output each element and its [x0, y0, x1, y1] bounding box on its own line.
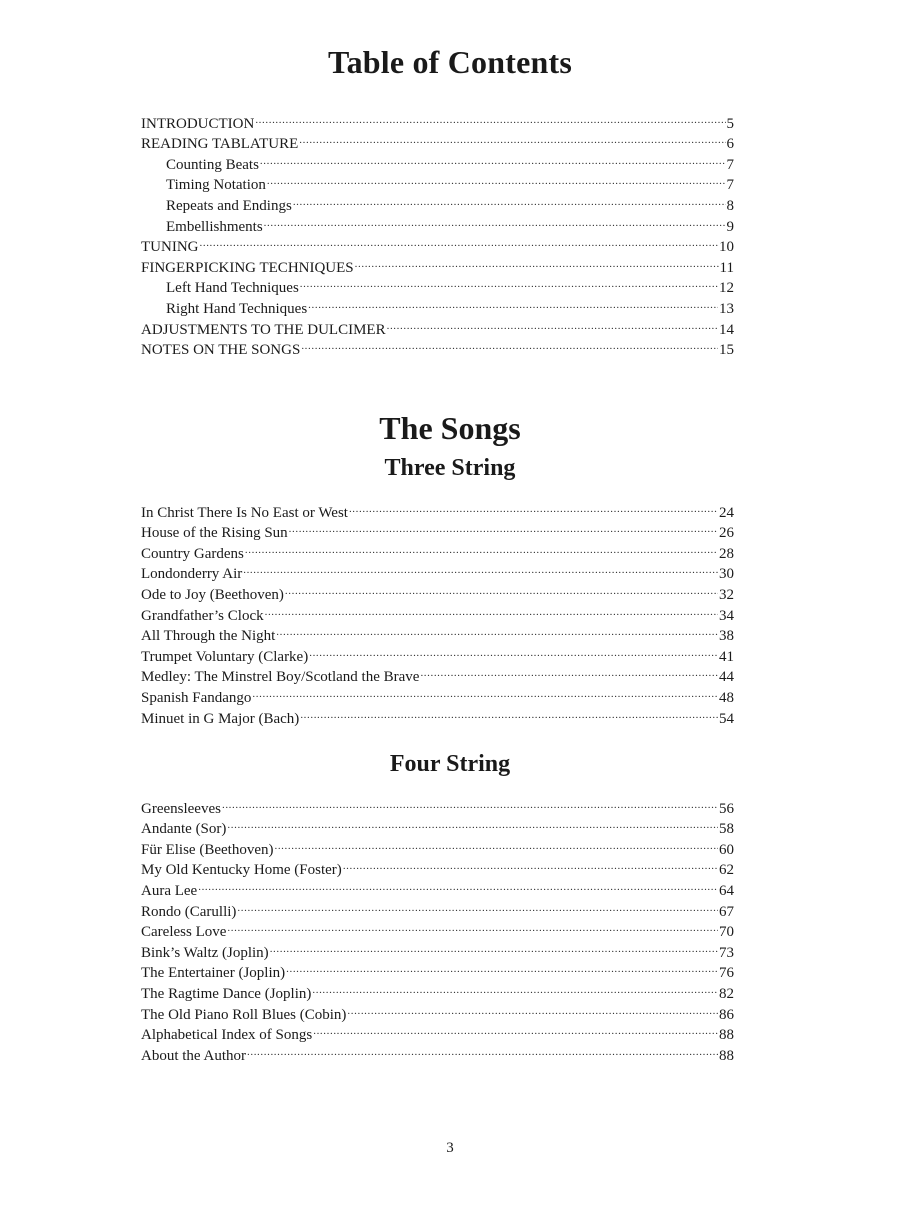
- entry-page-number: 82: [719, 985, 734, 1002]
- dot-leader: [299, 128, 725, 149]
- songs-title: The Songs: [379, 410, 521, 446]
- song-title: Londonderry Air: [141, 566, 243, 583]
- entry-page-number: 64: [719, 882, 734, 899]
- entry-page-number: 58: [719, 821, 734, 838]
- entry-page-number: 12: [719, 280, 734, 297]
- song-title: All Through the Night: [141, 628, 276, 645]
- song-entry[interactable]: [141, 792, 734, 817]
- entry-page-number: 11: [719, 259, 734, 276]
- song-title: In Christ There Is No East or West: [141, 504, 348, 521]
- entry-page-number: 5: [726, 115, 734, 132]
- dot-leader: [286, 957, 718, 978]
- song-entry[interactable]: [141, 496, 734, 521]
- song-entry[interactable]: [141, 813, 734, 838]
- entry-page-number: 32: [719, 586, 734, 603]
- entry-label: READING TABLATURE: [141, 136, 299, 153]
- song-title: The Entertainer (Joplin): [141, 965, 286, 982]
- three-string-list: [141, 496, 734, 727]
- dot-leader: [255, 107, 725, 128]
- dot-leader: [300, 272, 718, 293]
- dot-leader: [293, 189, 726, 210]
- dot-leader: [355, 251, 719, 272]
- four-string-list: [141, 792, 734, 1064]
- entry-label: Counting Beats: [166, 156, 259, 173]
- song-title: Careless Love: [141, 924, 227, 941]
- entry-page-number: 34: [719, 607, 734, 624]
- entry-page-number: 10: [719, 239, 734, 256]
- entry-label: ADJUSTMENTS TO THE DULCIMER: [141, 321, 386, 338]
- entry-page-number: 48: [719, 689, 734, 706]
- dot-leader: [265, 599, 718, 620]
- footer-page-number: 3: [446, 1140, 454, 1156]
- song-title: The Ragtime Dance (Joplin): [141, 985, 312, 1002]
- entry-page-number: 13: [719, 300, 734, 317]
- song-entry[interactable]: [141, 895, 734, 920]
- dot-leader: [252, 681, 718, 702]
- entry-page-number: 54: [719, 710, 734, 727]
- entry-page-number: 7: [726, 177, 734, 194]
- entry-page-number: 7: [726, 156, 734, 173]
- dot-leader: [387, 313, 718, 334]
- dot-leader: [227, 916, 718, 937]
- toc-entry[interactable]: [141, 231, 734, 256]
- dot-leader: [313, 1019, 718, 1040]
- entry-page-number: 9: [726, 218, 734, 235]
- contents-list: [141, 107, 734, 359]
- entry-label: NOTES ON THE SONGS: [141, 342, 301, 359]
- dot-leader: [274, 833, 718, 854]
- entry-page-number: 62: [719, 862, 734, 879]
- song-title: Grandfather’s Clock: [141, 607, 264, 624]
- toc-entry[interactable]: [141, 251, 734, 276]
- song-title: Spanish Fandango: [141, 689, 252, 706]
- dot-leader: [308, 292, 718, 313]
- entry-page-number: 15: [719, 342, 734, 359]
- entry-page-number: 28: [719, 545, 734, 562]
- entry-page-number: 86: [719, 1006, 734, 1023]
- entry-label: Right Hand Techniques: [166, 300, 308, 317]
- entry-page-number: 56: [719, 800, 734, 817]
- entry-page-number: 73: [719, 944, 734, 961]
- entry-page-number: 67: [719, 903, 734, 920]
- dot-leader: [245, 537, 718, 558]
- dot-leader: [264, 210, 726, 231]
- song-title: About the Author: [141, 1047, 246, 1064]
- dot-leader: [420, 661, 718, 682]
- dot-leader: [289, 517, 718, 538]
- dot-leader: [270, 936, 718, 957]
- dot-leader: [343, 854, 718, 875]
- dot-leader: [198, 874, 718, 895]
- song-entry[interactable]: [141, 936, 734, 961]
- entry-label: Repeats and Endings: [166, 197, 292, 214]
- entry-page-number: 41: [719, 648, 734, 665]
- dot-leader: [227, 813, 718, 834]
- song-title: Medley: The Minstrel Boy/Scotland the Brave: [141, 669, 420, 686]
- song-title: The Old Piano Roll Blues (Cobin): [141, 1006, 347, 1023]
- entry-page-number: 24: [719, 504, 734, 521]
- song-entry[interactable]: [141, 874, 734, 899]
- entry-page-number: 76: [719, 965, 734, 982]
- entry-label: Timing Notation: [166, 177, 266, 194]
- song-title: Alphabetical Index of Songs: [141, 1027, 313, 1044]
- entry-page-number: 30: [719, 566, 734, 583]
- entry-page-number: 8: [726, 197, 734, 214]
- song-title: House of the Rising Sun: [141, 525, 288, 542]
- song-entry[interactable]: [141, 833, 734, 858]
- entry-label: Left Hand Techniques: [166, 280, 299, 297]
- dot-leader: [200, 231, 719, 252]
- dot-leader: [309, 640, 718, 661]
- dot-leader: [276, 620, 718, 641]
- song-title: Minuet in G Major (Bach): [141, 710, 300, 727]
- entry-page-number: 70: [719, 924, 734, 941]
- entry-page-number: 14: [719, 321, 734, 338]
- toc-entry[interactable]: [141, 107, 734, 132]
- dot-leader: [247, 1039, 718, 1060]
- entry-label: Embellishments: [166, 218, 263, 235]
- four-string-heading: Four String: [389, 751, 511, 777]
- entry-page-number: 38: [719, 628, 734, 645]
- song-title: Greensleeves: [141, 800, 221, 817]
- song-title: Trumpet Voluntary (Clarke): [141, 648, 309, 665]
- three-string-heading: Three String: [384, 455, 516, 481]
- song-entry[interactable]: [141, 916, 734, 941]
- entry-label: TUNING: [141, 239, 199, 256]
- song-title: My Old Kentucky Home (Foster): [141, 862, 342, 879]
- dot-leader: [267, 169, 726, 190]
- dot-leader: [347, 998, 718, 1019]
- entry-label: INTRODUCTION: [141, 115, 255, 132]
- dot-leader: [260, 148, 726, 169]
- entry-page-number: 44: [719, 669, 734, 686]
- dot-leader: [243, 558, 718, 579]
- entry-page-number: 60: [719, 841, 734, 858]
- page-title: Table of Contents: [327, 44, 573, 80]
- entry-page-number: 88: [719, 1027, 734, 1044]
- dot-leader: [222, 792, 718, 813]
- entry-page-number: 88: [719, 1047, 734, 1064]
- entry-page-number: 26: [719, 525, 734, 542]
- dot-leader: [349, 496, 718, 517]
- song-title: Andante (Sor): [141, 821, 227, 838]
- dot-leader: [312, 977, 718, 998]
- song-title: Ode to Joy (Beethoven): [141, 586, 284, 603]
- dot-leader: [301, 334, 718, 355]
- song-title: Country Gardens: [141, 545, 244, 562]
- entry-page-number: 6: [726, 136, 734, 153]
- song-title: Bink’s Waltz (Joplin): [141, 944, 269, 961]
- song-title: Rondo (Carulli): [141, 903, 237, 920]
- entry-label: FINGERPICKING TECHNIQUES: [141, 259, 354, 276]
- song-title: Für Elise (Beethoven): [141, 841, 274, 858]
- song-title: Aura Lee: [141, 882, 198, 899]
- dot-leader: [237, 895, 718, 916]
- dot-leader: [285, 578, 718, 599]
- dot-leader: [300, 702, 718, 723]
